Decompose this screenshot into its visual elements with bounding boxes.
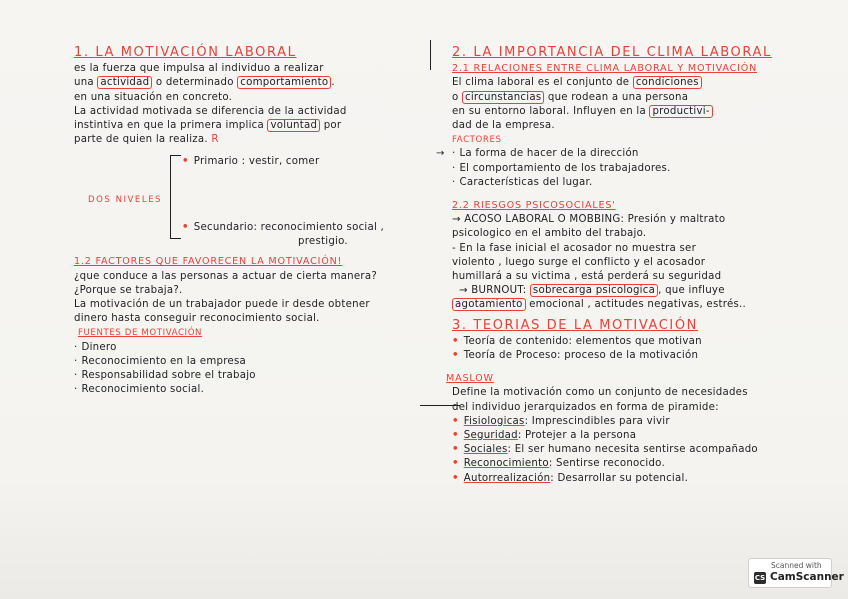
- list-item: • Sociales: El ser humano necesita sentirse acompañado: [452, 444, 758, 456]
- list-item: • Reconocimiento: Sentirse reconocido.: [452, 458, 665, 470]
- brace-bracket: [170, 155, 181, 239]
- list-item-text: Reconocimiento en la empresa: [81, 355, 247, 367]
- necesidad-name: Autorrealización: [463, 472, 551, 484]
- list-item: · Reconocimiento en la empresa: [74, 355, 247, 367]
- boxed-word: productivi-: [649, 105, 712, 118]
- right-column: [446, 45, 827, 486]
- riesgos-line: [452, 242, 827, 256]
- riesgos-line: [452, 227, 827, 241]
- riesgos-line: [452, 284, 827, 298]
- text-span: psicologico en el ambito del trabajo.: [452, 228, 647, 240]
- list-item-text: La forma de hacer de la dirección: [459, 148, 639, 160]
- list-item-text: Teoría de Proceso: proceso de la motivación: [463, 350, 699, 362]
- necesidad-desc: : Imprescindibles para vivir: [524, 415, 670, 427]
- text-span: parte de quien la realiza.: [74, 134, 212, 146]
- boxed-word: voluntad: [267, 119, 320, 132]
- list-item: · Reconocimiento social.: [74, 384, 205, 396]
- question-line: ¿Porque se trabaja?.: [74, 284, 183, 296]
- niveles-label: DOS NIVELES: [88, 195, 163, 206]
- list-item-text: Teoría de contenido: elementos que motivan: [463, 335, 702, 347]
- heading-relaciones: 2.1 RELACIONES ENTRE CLIMA LABORAL Y MOTIVACIÓN: [452, 63, 758, 75]
- text-span: o determinado: [152, 77, 238, 89]
- boxed-word: circunstancias: [462, 91, 544, 104]
- heading-importancia-clima: 2. LA IMPORTANCIA DEL CLIMA LABORAL: [452, 45, 772, 60]
- text-span: es la fuerza que impulsa al individuo a realizar: [74, 63, 324, 75]
- clima-line: [452, 105, 827, 119]
- text-span: dad de la empresa.: [452, 120, 555, 132]
- nivel-primario-text: Primario : vestir, comer: [193, 156, 320, 168]
- text-span: una: [74, 77, 98, 89]
- text-span: emocional , actitudes negativas, estrés..: [525, 299, 747, 311]
- scanned-with-label: Scanned with: [771, 561, 822, 570]
- left-column: [74, 46, 434, 397]
- clima-line: [452, 76, 827, 90]
- text-span: → BURNOUT:: [452, 285, 530, 297]
- text-span: → ACOSO LABORAL O MOBBING: Presión y maltrato: [452, 214, 726, 226]
- arrow-icon: →: [436, 148, 445, 159]
- list-item: • Teoría de contenido: elementos que motivan: [452, 335, 702, 347]
- heading-motivacion-laboral: 1. LA MOTIVACIÓN LABORAL: [74, 45, 297, 60]
- camscanner-logo-icon: CS: [754, 574, 766, 582]
- list-item: · Dinero: [74, 341, 117, 353]
- list-item: · Características del lugar.: [452, 176, 593, 188]
- heading-teorias: 3. TEORIAS DE LA MOTIVACIÓN: [452, 317, 699, 333]
- heading-factores-motivacion: 1.2 FACTORES QUE FAVORECEN LA MOTIVACIÓN!: [74, 256, 343, 268]
- boxed-word: condiciones: [633, 76, 702, 89]
- heading-maslow: MASLOW: [446, 373, 494, 385]
- necesidad-name: Sociales: [463, 444, 508, 456]
- necesidades-list: [452, 415, 827, 486]
- necesidad-name: Seguridad: [463, 430, 518, 442]
- heading-fuentes: FUENTES DE MOTIVACIÓN: [78, 328, 203, 339]
- nivel-primario: • Primario : vestir, comer: [182, 156, 320, 168]
- necesidad-desc: : Sentirse reconocido.: [548, 458, 665, 470]
- fuentes-list: [74, 341, 434, 398]
- list-item: · Responsabilidad sobre el trabajo: [74, 370, 256, 382]
- intro-line: [74, 91, 434, 105]
- riesgos-line: [452, 213, 827, 227]
- boxed-word: actividad: [97, 76, 152, 89]
- text-span: violento , luego surge el conflicto y el acosador: [452, 256, 706, 268]
- riesgos-line: [452, 298, 827, 312]
- list-item: • Seguridad: Protejer a la persona: [452, 430, 637, 442]
- intro-paragraph: [74, 62, 434, 147]
- list-item: • Fisiologicas: Imprescindibles para vivir: [452, 415, 670, 427]
- necesidad-name: Reconocimiento: [463, 458, 549, 470]
- nivel-secundario-text: Secundario: reconocimiento social ,: [193, 222, 385, 234]
- intro-line: [74, 105, 434, 119]
- question-line: ¿que conduce a las personas a actuar de cierta manera?: [74, 270, 377, 282]
- boxed-word: agotamiento: [452, 298, 526, 311]
- list-item: · El comportamiento de los trabajadores.: [452, 162, 671, 174]
- list-item-text: El comportamiento de los trabajadores.: [459, 162, 671, 174]
- clima-line: [452, 91, 827, 105]
- clima-paragraph: [452, 76, 827, 133]
- boxed-word: comportamiento: [237, 76, 331, 89]
- motivacion-line: La motivación de un trabajador puede ir desde obtener: [74, 299, 370, 311]
- maslow-line: del individuo jerarquizados en forma de piramide:: [452, 401, 719, 413]
- list-item-text: Reconocimiento social.: [81, 384, 205, 396]
- text-span: La actividad motivada se diferencia de la actividad: [74, 105, 347, 117]
- nivel-secundario-cont: prestigio.: [298, 236, 348, 248]
- necesidad-desc: : Desarrollar su potencial.: [550, 472, 689, 484]
- text-span: .: [331, 77, 335, 89]
- text-span: - En la fase inicial el acosador no muestra ser: [452, 242, 697, 254]
- list-item: • Teoría de Proceso: proceso de la motivación: [452, 350, 699, 362]
- text-span: que rodean a una persona: [544, 91, 689, 103]
- list-item-text: Dinero: [81, 341, 117, 353]
- list-item: • Autorrealización: Desarrollar su potencial.: [452, 472, 689, 484]
- text-span: El clima laboral es el conjunto de: [452, 77, 633, 89]
- clima-line: [452, 119, 827, 133]
- factores-list: [452, 147, 827, 190]
- niveles-diagram: [74, 151, 434, 248]
- necesidad-name: Fisiologicas: [463, 415, 525, 427]
- text-span: humillará a su victima , está perderá su seguridad: [452, 271, 722, 283]
- teorias-list: [452, 335, 827, 363]
- motivacion-line: dinero hasta conseguir reconocimiento social.: [74, 313, 320, 325]
- text-span: en su entorno laboral. Influyen en la: [452, 105, 650, 117]
- riesgos-paragraph: [452, 213, 827, 312]
- intro-line: [74, 133, 434, 147]
- list-item: · La forma de hacer de la dirección: [452, 148, 639, 160]
- heading-riesgos: 2.2 RIESGOS PSICOSOCIALES': [452, 200, 616, 212]
- nivel-secundario: • Secundario: reconocimiento social ,: [182, 222, 385, 234]
- text-span: , que influye: [658, 285, 725, 297]
- list-item-text: Características del lugar.: [459, 176, 593, 188]
- camscanner-badge: [748, 558, 844, 588]
- text-span: o: [452, 91, 462, 103]
- intro-line: [74, 119, 434, 133]
- list-item-text: Responsabilidad sobre el trabajo: [81, 370, 256, 382]
- riesgos-line: [452, 270, 827, 284]
- intro-line: [74, 76, 434, 90]
- heading-factores: FACTORES: [452, 135, 502, 146]
- text-span: por: [320, 120, 342, 132]
- text-span: en una situación en concreto.: [74, 91, 233, 103]
- necesidad-desc: : Protejer a la persona: [517, 430, 637, 442]
- maslow-line: Define la motivación como un conjunto de necesidades: [452, 387, 748, 399]
- necesidad-desc: : El ser humano necesita sentirse acompañado: [507, 444, 758, 456]
- boxed-word: sobrecarga psicologica: [530, 284, 658, 297]
- text-span: instintiva en que la primera implica: [74, 120, 268, 132]
- riesgos-line: [452, 256, 827, 270]
- note-mark: R: [211, 134, 219, 146]
- intro-line: [74, 62, 434, 76]
- camscanner-name: CamScanner: [770, 571, 844, 583]
